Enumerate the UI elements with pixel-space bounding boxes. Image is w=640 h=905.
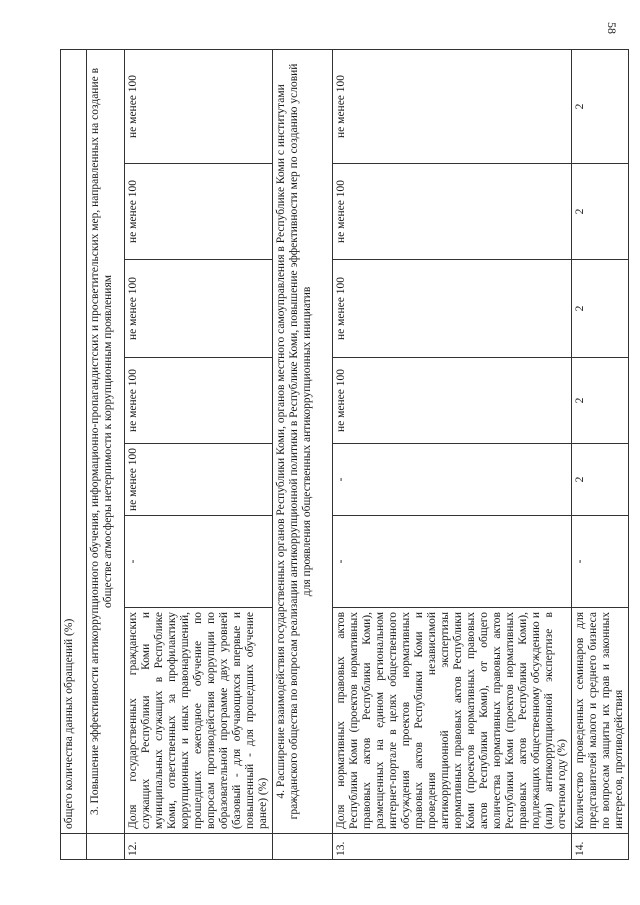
- row-number: 13.: [333, 834, 572, 860]
- page-number: 58: [605, 22, 619, 34]
- table-row-12: [125, 49, 273, 859]
- table-row-14: [572, 49, 629, 859]
- section-row-4: [273, 49, 333, 859]
- row-description: Доля нормативных правовых актов Республики Коми (проектов нормативных правовых актов Республики Коми), размещенных на едином региональном интернет-портале в целях общественного обсуждения проектов нормативных правовых актов Республики Коми и проведения независимой антикоррупционной экспертизы нормативных правовых актов Республики Коми (проектов нормативных правовых актов Республики Коми), от общего количества нормативных правовых актов Республики Коми (проектов нормативных правовых актов Республики Коми), подлежащих общественному обсуждению и (или) антикоррупционной экспертизе в отчетном году (%): [333, 608, 572, 834]
- value-cell: не менее 100: [125, 358, 273, 444]
- value-cell: не менее 100: [333, 164, 572, 260]
- top-row-text: общего количества данных обращений (%): [61, 49, 87, 833]
- section-title-3: 3. Повышение эффективности антикоррупционного обучения, информационно-пропагандистских и просветительских мер, направленных на создание в обществе атмосферы нетерпимости к коррупционным проявлениям: [87, 49, 125, 833]
- rotated-table-container: [60, 50, 625, 860]
- row-number: 14.: [572, 834, 629, 860]
- row-description: Доля государственных гражданских служащих Республики Коми и муниципальных служащих в Республике Коми, ответственных за профилактику коррупционных и иных правонарушений, прошедших ежегодное обучение по вопросам противодействия коррупции по образовательной программе двух уровней (базовый - для обучающихся впервые и повышенный - для прошедших обучение ранее) (%): [125, 608, 273, 834]
- value-cell: 2: [572, 164, 629, 260]
- value-cell: не менее 100: [125, 49, 273, 163]
- value-cell: 2: [572, 260, 629, 358]
- table-cell: [87, 834, 125, 860]
- section-title-4: 4. Расширение взаимодействия государственных органов Республики Коми, органов местного самоуправления в Республике Коми с институтами гражданского общества по вопросам реализации антикоррупционной политики в Республике Коми, повышение эффективности мер по созданию условий для проявления общественных антикоррупционных инициатив: [273, 49, 333, 833]
- row-description: Количество проведенных семинаров для представителей малого и среднего бизнеса по вопросам защиты их прав и законных интересов, противодействия: [572, 608, 629, 834]
- value-cell: не менее 100: [125, 260, 273, 358]
- table-cell: [273, 834, 333, 860]
- value-cell: 2: [572, 358, 629, 444]
- value-cell: не менее 100: [125, 164, 273, 260]
- table-row-top: [61, 49, 87, 859]
- section-row-3: [87, 49, 125, 859]
- value-cell: не менее 100: [333, 358, 572, 444]
- value-cell: не менее 100: [333, 49, 572, 163]
- value-cell: -: [125, 516, 273, 608]
- value-cell: -: [333, 516, 572, 608]
- value-cell: 2: [572, 444, 629, 516]
- value-cell: не менее 100: [125, 444, 273, 516]
- table-cell: [61, 834, 87, 860]
- value-cell: -: [333, 444, 572, 516]
- indicators-table: [60, 49, 629, 860]
- value-cell: не менее 100: [333, 260, 572, 358]
- value-cell: 2: [572, 49, 629, 163]
- row-number: 12.: [125, 834, 273, 860]
- table-row-13: [333, 49, 572, 859]
- value-cell: -: [572, 516, 629, 608]
